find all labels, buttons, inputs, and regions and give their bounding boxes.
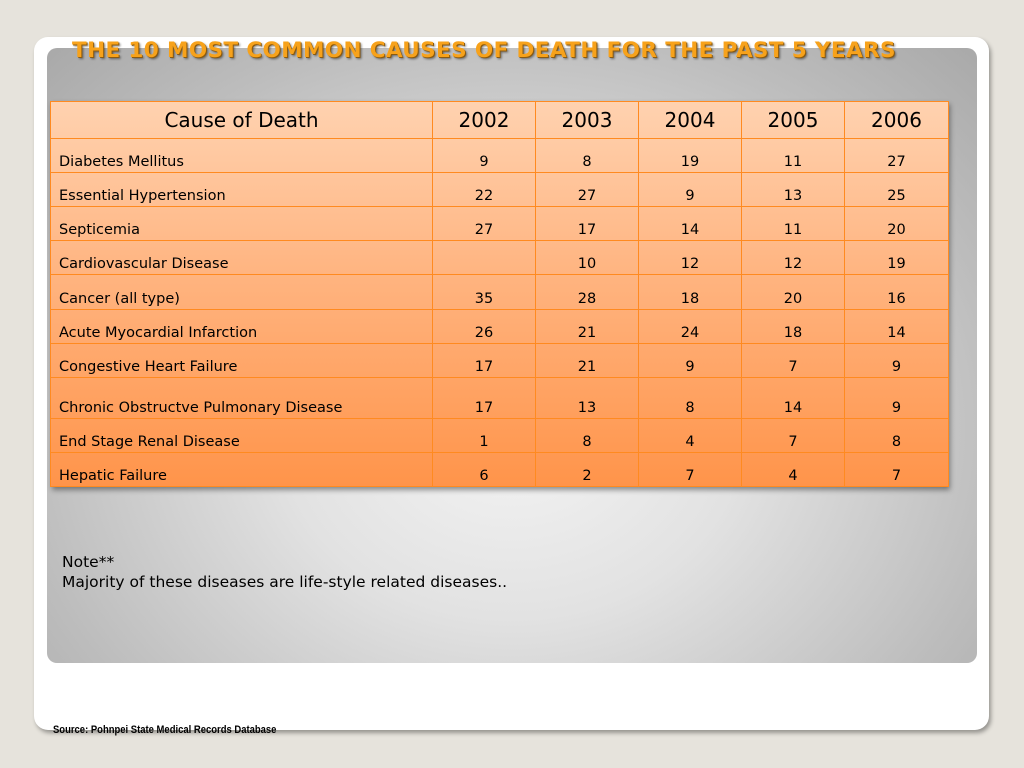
count-cell: 1 xyxy=(433,418,536,452)
count-cell: 22 xyxy=(433,173,536,207)
column-header-2002: 2002 xyxy=(433,102,536,139)
table-row xyxy=(51,173,949,207)
cause-cell: Diabetes Mellitus xyxy=(51,139,433,173)
cause-cell: Cardiovascular Disease xyxy=(51,241,433,275)
table-row xyxy=(51,452,949,486)
table-row xyxy=(51,275,949,309)
cause-cell: Essential Hypertension xyxy=(51,173,433,207)
count-cell: 13 xyxy=(742,173,845,207)
count-cell: 10 xyxy=(536,241,639,275)
count-cell: 7 xyxy=(639,452,742,486)
table-header-row xyxy=(51,102,949,139)
count-cell: 27 xyxy=(845,139,949,173)
count-cell: 25 xyxy=(845,173,949,207)
count-cell: 16 xyxy=(845,275,949,309)
count-cell: 28 xyxy=(536,275,639,309)
column-header-2004: 2004 xyxy=(639,102,742,139)
count-cell: 9 xyxy=(639,173,742,207)
table-row xyxy=(51,418,949,452)
note-text: Majority of these diseases are life-style related diseases.. xyxy=(62,573,508,591)
count-cell: 7 xyxy=(845,452,949,486)
count-cell: 27 xyxy=(536,173,639,207)
count-cell: 7 xyxy=(742,418,845,452)
cause-cell: Chronic Obstructve Pulmonary Disease xyxy=(51,377,433,418)
count-cell: 14 xyxy=(742,377,845,418)
count-cell: 8 xyxy=(536,418,639,452)
count-cell: 35 xyxy=(433,275,536,309)
count-cell: 8 xyxy=(536,139,639,173)
table-row xyxy=(51,139,949,173)
table-row xyxy=(51,377,949,418)
count-cell: 17 xyxy=(433,377,536,418)
column-header-cause: Cause of Death xyxy=(51,102,433,139)
count-cell: 27 xyxy=(433,207,536,241)
count-cell: 18 xyxy=(742,309,845,343)
column-header-2003: 2003 xyxy=(536,102,639,139)
count-cell: 4 xyxy=(742,452,845,486)
count-cell: 6 xyxy=(433,452,536,486)
count-cell: 8 xyxy=(845,418,949,452)
count-cell: 20 xyxy=(742,275,845,309)
count-cell: 2 xyxy=(536,452,639,486)
causes-of-death-table xyxy=(50,101,949,487)
cause-cell: End Stage Renal Disease xyxy=(51,418,433,452)
source-citation: Source: Pohnpei State Medical Records Database xyxy=(53,724,277,736)
note-block xyxy=(62,552,507,592)
count-cell: 12 xyxy=(742,241,845,275)
column-header-2006: 2006 xyxy=(845,102,949,139)
count-cell: 21 xyxy=(536,309,639,343)
table-row xyxy=(51,309,949,343)
count-cell: 11 xyxy=(742,207,845,241)
count-cell: 9 xyxy=(845,343,949,377)
count-cell: 17 xyxy=(536,207,639,241)
count-cell: 18 xyxy=(639,275,742,309)
cause-cell: Cancer (all type) xyxy=(51,275,433,309)
count-cell: 12 xyxy=(639,241,742,275)
count-cell: 14 xyxy=(845,309,949,343)
count-cell: 7 xyxy=(742,343,845,377)
count-cell: 19 xyxy=(639,139,742,173)
count-cell: 20 xyxy=(845,207,949,241)
count-cell: 11 xyxy=(742,139,845,173)
count-cell: 26 xyxy=(433,309,536,343)
table-row xyxy=(51,241,949,275)
count-cell: 4 xyxy=(639,418,742,452)
count-cell: 14 xyxy=(639,207,742,241)
cause-cell: Hepatic Failure xyxy=(51,452,433,486)
count-cell: 21 xyxy=(536,343,639,377)
count-cell xyxy=(433,241,536,275)
column-header-2005: 2005 xyxy=(742,102,845,139)
count-cell: 9 xyxy=(845,377,949,418)
table-row xyxy=(51,207,949,241)
count-cell: 19 xyxy=(845,241,949,275)
note-heading: Note** xyxy=(62,553,115,571)
count-cell: 8 xyxy=(639,377,742,418)
count-cell: 9 xyxy=(639,343,742,377)
table-row xyxy=(51,343,949,377)
cause-cell: Septicemia xyxy=(51,207,433,241)
count-cell: 13 xyxy=(536,377,639,418)
count-cell: 17 xyxy=(433,343,536,377)
count-cell: 9 xyxy=(433,139,536,173)
slide-title: THE 10 MOST COMMON CAUSES OF DEATH FOR THE PAST 5 YEARS xyxy=(72,38,896,63)
cause-cell: Congestive Heart Failure xyxy=(51,343,433,377)
cause-cell: Acute Myocardial Infarction xyxy=(51,309,433,343)
count-cell: 24 xyxy=(639,309,742,343)
causes-of-death-table-container xyxy=(50,101,948,487)
